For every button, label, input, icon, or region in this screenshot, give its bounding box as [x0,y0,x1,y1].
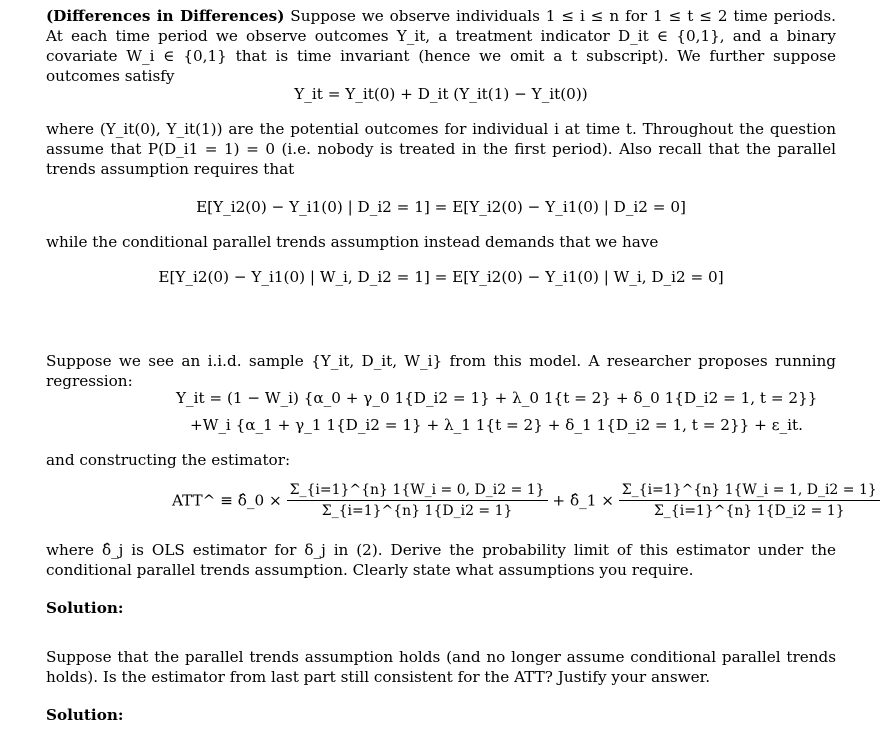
estimator-lhs: ATT^ ≡ δ̂_0 × [172,491,282,510]
intro-text: Suppose we observe individuals 1 ≤ i ≤ n for 1 ≤ t ≤ 2 time periods. At each time period we observe outcomes Y_it, a treatment indicator D_it ∈ {0,1}, and a binary covariate W_i ∈ {0,1} that is time invariant (hence we omit a t subscript). We further suppose outcomes satisfy [46,7,836,85]
weight-fraction-0 [287,480,548,521]
estimator-equation [172,480,880,521]
conditional-parallel-trends-equation: E[Y_i2(0) − Y_i1(0) | W_i, D_i2 = 1] = E[Y_i2(0) − Y_i1(0) | W_i, D_i2 = 0] [158,268,724,286]
regression-line-1: Y_it = (1 − W_i) {α_0 + γ_0 1{D_i2 = 1} + λ_0 1{t = 2} + δ_0 1{D_i2 = 1, t = 2}} [176,389,818,407]
estimator-mid: + δ̂_1 × [552,491,614,510]
intro-paragraph [46,6,836,86]
solution-label-2: Solution: [46,706,124,724]
estimator-intro: and constructing the estimator: [46,451,291,469]
sample-paragraph: Suppose we see an i.i.d. sample {Y_it, D_it, W_i} from this model. A researcher proposes running regression: [46,352,836,390]
weight-fraction-1 [619,480,880,521]
solution-label-1: Solution: [46,599,124,617]
derivation-question: where δ̂_j is OLS estimator for δ_j in (2). Derive the probability limit of this estimator under the conditional parallel trends assumption. Clearly state what assumptions you require. [46,541,836,579]
fraction-1-denominator: Σ_{i=1}^{n} 1{D_i2 = 1} [653,503,845,519]
conditional-pt-paragraph: while the conditional parallel trends assumption instead demands that we have [46,233,659,251]
potential-outcomes-paragraph: where (Y_it(0), Y_it(1)) are the potential outcomes for individual i at time t. Throughout the question assume that P(D_i1 = 1) = 0 (i.e. nobody is treated in the first period). Also recall that the parallel trends assumption requires that [46,120,836,178]
consistency-question: Suppose that the parallel trends assumption holds (and no longer assume conditional parallel trends holds). Is the estimator from last part still consistent for the ATT? Justify your answer. [46,648,836,686]
outcome-equation: Y_it = Y_it(0) + D_it (Y_it(1) − Y_it(0)) [294,85,588,103]
parallel-trends-equation: E[Y_i2(0) − Y_i1(0) | D_i2 = 1] = E[Y_i2(0) − Y_i1(0) | D_i2 = 0] [196,198,686,216]
fraction-0-denominator: Σ_{i=1}^{n} 1{D_i2 = 1} [321,503,513,519]
fraction-1-numerator: Σ_{i=1}^{n} 1{W_i = 1, D_i2 = 1} [619,480,880,501]
section-title: (Differences in Differences) [46,7,285,25]
fraction-0-numerator: Σ_{i=1}^{n} 1{W_i = 0, D_i2 = 1} [287,480,548,501]
regression-line-2: +W_i {α_1 + γ_1 1{D_i2 = 1} + λ_1 1{t = 2} + δ_1 1{D_i2 = 1, t = 2}} + ε_it. [190,416,803,434]
